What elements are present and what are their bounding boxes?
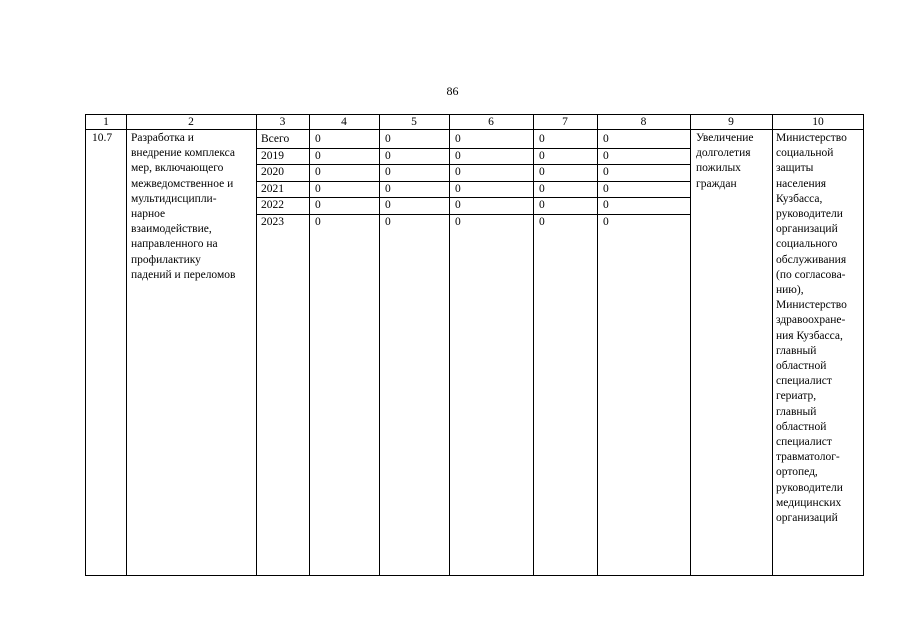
funding-value: 0 (385, 182, 391, 195)
responsible-executors-line: областной (776, 420, 827, 433)
header-cell-10: 10 (812, 116, 824, 128)
expected-result-line: пожилых (696, 162, 741, 175)
responsible-executors-line: организаций (776, 223, 838, 236)
activity-description-line: взаимодействие, (131, 223, 212, 236)
column-divider (597, 115, 598, 575)
year-label: 2021 (261, 182, 284, 195)
activity-description (131, 131, 235, 283)
year-row-divider (256, 148, 690, 149)
funding-value: 0 (539, 216, 545, 228)
header-divider (86, 129, 863, 130)
responsible-executors-line: обслуживания (776, 253, 847, 266)
expected-result-line: долголетия (696, 147, 751, 160)
funding-value: 0 (385, 199, 391, 212)
activity-description-line: межведомственное и (131, 177, 234, 190)
activity-description-line: падений и переломов (131, 268, 236, 281)
responsible-executors-line: руководители (776, 208, 843, 221)
header-cell-2: 2 (188, 116, 194, 128)
year-label: 2022 (261, 199, 284, 212)
funding-value: 0 (455, 166, 461, 179)
header-cell-3: 3 (279, 116, 286, 128)
header-cell-1: 1 (103, 116, 109, 128)
expected-result-line: граждан (696, 177, 737, 190)
responsible-executors-line: Кузбасса, (776, 192, 823, 205)
funding-value: 0 (315, 149, 321, 162)
year-label: Всего (261, 133, 290, 145)
column-divider (126, 115, 127, 575)
responsible-executors-line: защиты (776, 162, 814, 175)
year-label: 2020 (261, 166, 284, 179)
activity-description-line: профилактику (131, 253, 201, 266)
year-label: 2023 (261, 216, 284, 228)
year-row-divider (256, 164, 690, 165)
column-divider (449, 115, 450, 575)
funding-value: 0 (315, 199, 321, 212)
funding-value: 0 (385, 149, 391, 162)
page-number: 86 (446, 84, 459, 98)
funding-value: 0 (455, 182, 461, 195)
responsible-executors-line: населения (776, 177, 827, 190)
responsible-executors-line: (по согласова- (776, 268, 846, 281)
funding-value: 0 (455, 216, 461, 228)
activity-description-line: мультидисципли- (131, 192, 217, 205)
header-cell-9: 9 (728, 116, 734, 128)
column-divider (309, 115, 310, 575)
responsible-executors-line: ния Кузбасса, (776, 329, 843, 342)
responsible-executors-line: медицинских (776, 496, 842, 509)
activity-description-line: внедрение комплекса (131, 147, 235, 160)
header-cell-6: 6 (488, 116, 494, 128)
year-row-divider (256, 181, 690, 182)
responsible-executors-line: специалист (776, 436, 832, 449)
responsible-executors (776, 131, 847, 526)
responsible-executors-line: нию), (776, 284, 804, 297)
funding-value: 0 (603, 199, 609, 212)
responsible-executors-line: травматолог- (776, 451, 840, 464)
responsible-executors-line: организаций (776, 512, 838, 525)
funding-value: 0 (385, 166, 391, 179)
header-cell-5: 5 (411, 116, 417, 128)
funding-value: 0 (539, 166, 545, 179)
responsible-executors-line: руководители (776, 481, 843, 494)
funding-value: 0 (539, 199, 545, 212)
funding-value: 0 (539, 182, 545, 195)
header-cell-4: 4 (341, 116, 347, 128)
funding-value: 0 (539, 133, 545, 145)
funding-value: 0 (455, 133, 461, 145)
activity-description-line: нарное (131, 208, 166, 221)
funding-value: 0 (603, 133, 609, 145)
header-cell-8: 8 (640, 116, 647, 128)
responsible-executors-line: социального (776, 238, 838, 251)
funding-value: 0 (315, 182, 321, 195)
responsible-executors-line: Министерство (776, 132, 847, 144)
responsible-executors-line: здравоохране- (776, 314, 846, 327)
responsible-executors-line: социальной (776, 147, 834, 160)
funding-value: 0 (455, 199, 461, 212)
year-row-divider (256, 197, 690, 198)
column-divider (379, 115, 380, 575)
row-number: 10.7 (92, 132, 113, 144)
program-table (85, 114, 864, 576)
header-cell-7: 7 (562, 116, 568, 128)
funding-value: 0 (455, 149, 461, 162)
funding-value: 0 (603, 216, 609, 228)
responsible-executors-line: ортопед, (776, 466, 818, 479)
funding-value: 0 (315, 166, 321, 179)
activity-description-line: направленного на (131, 238, 218, 251)
responsible-executors-line: специалист (776, 375, 832, 388)
column-divider (690, 115, 691, 575)
responsible-executors-line: Министерство (776, 299, 847, 312)
responsible-executors-line: областной (776, 360, 827, 373)
funding-value: 0 (315, 133, 321, 145)
activity-description-line: Разработка и (131, 132, 194, 144)
expected-result (696, 131, 754, 192)
responsible-executors-line: главный (776, 405, 817, 418)
responsible-executors-line: гериатр, (776, 390, 817, 403)
funding-value: 0 (603, 149, 609, 162)
funding-value: 0 (385, 133, 391, 145)
column-divider (772, 115, 773, 575)
expected-result-line: Увеличение (696, 132, 754, 144)
funding-value: 0 (603, 166, 609, 179)
funding-value: 0 (603, 182, 609, 195)
year-row-divider (256, 214, 690, 215)
year-label: 2019 (261, 149, 284, 162)
funding-value: 0 (539, 149, 545, 162)
column-divider (533, 115, 534, 575)
funding-value: 0 (315, 216, 321, 228)
funding-value: 0 (385, 216, 391, 228)
responsible-executors-line: главный (776, 344, 817, 357)
activity-description-line: мер, включающего (131, 162, 224, 175)
column-divider (256, 115, 257, 575)
